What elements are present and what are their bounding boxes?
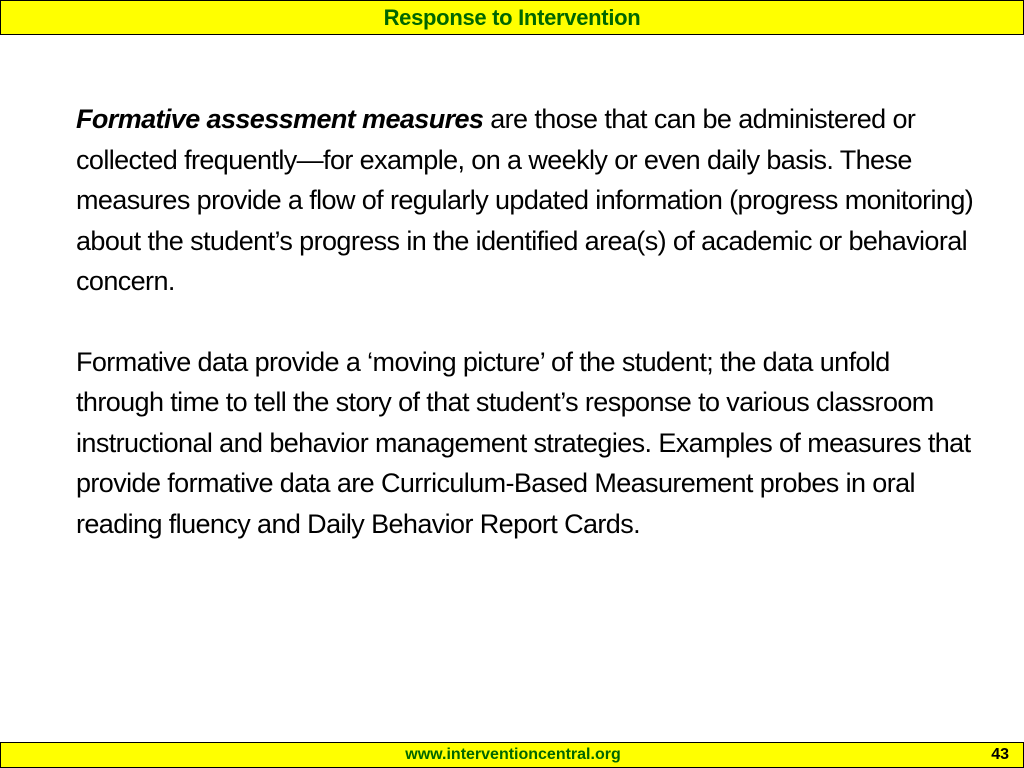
slide-content: [76, 99, 976, 544]
footer-url: www.interventioncentral.org: [405, 746, 621, 763]
paragraph-formative-measures: [76, 99, 976, 302]
paragraph-formative-data: Formative data provide a ‘moving picture’ of the student; the data unfold through time to tell the story of that student’s response to various classroom instructional and behavior management strategies. Examples of measures that provide formative data are Curriculum-Based Measurement probes in oral reading fluency and Daily Behavior Report Cards.: [76, 346, 971, 539]
paragraph-1-text: are those that can be administered or collected frequently—for example, on a weekly or even daily basis. These measures provide a flow of regularly updated information (progress monitoring) about the student’s progress in the identified area(s) of academic or behavioral concern.: [76, 104, 974, 296]
footer-bar: [0, 742, 1024, 768]
page-number: 43: [991, 746, 1009, 763]
header-bar: [0, 0, 1024, 35]
term-formative-assessment-measures: Formative assessment measures: [76, 104, 484, 134]
slide-header-title: Response to Intervention: [383, 4, 641, 30]
